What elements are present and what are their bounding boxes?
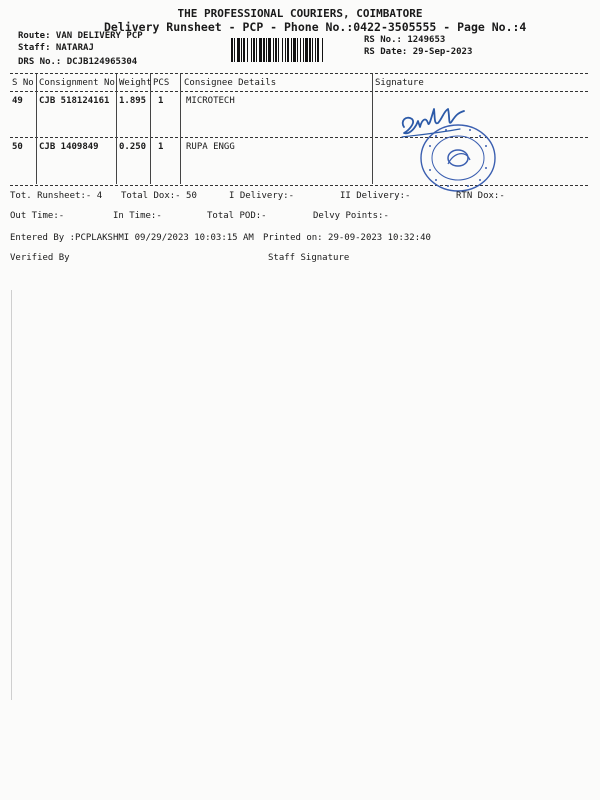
column-separator — [36, 74, 37, 184]
i-delivery: I Delivery:- — [229, 191, 295, 201]
drs-number: DRS No.: DCJB124965304 — [18, 57, 138, 67]
col-header-consignee: Consignee Details — [184, 78, 277, 88]
tot-runsheet: Tot. Runsheet:- 4 — [10, 191, 103, 201]
column-separator — [372, 74, 373, 184]
cell-consignee: MICROTECH — [186, 96, 235, 106]
route: Route: VAN DELIVERY PCP — [18, 31, 143, 41]
in-time: In Time:- — [113, 211, 162, 221]
col-header-signature: Signature — [375, 78, 424, 88]
entered-by: Entered By :PCPLAKSHMI 09/29/2023 10:03:15 AM — [10, 233, 254, 243]
total-dox: Total Dox:- 50 — [121, 191, 197, 201]
company-seal-stamp — [418, 122, 498, 194]
delvy-points: Delvy Points:- — [313, 211, 389, 221]
cell-sno: 49 — [12, 96, 23, 106]
column-separator — [150, 74, 151, 184]
cell-consignee: RUPA ENGG — [186, 142, 235, 152]
rs-date: RS Date: 29-Sep-2023 — [364, 47, 473, 57]
table-header-rule — [10, 91, 588, 92]
page-fold-mark — [11, 290, 12, 700]
printed-on: Printed on: 29-09-2023 10:32:40 — [263, 233, 431, 243]
staff-signature: Staff Signature — [268, 253, 350, 263]
cell-weight: 1.895 — [119, 96, 147, 106]
column-separator — [180, 74, 181, 184]
barcode — [230, 38, 360, 62]
col-header-consignment: Consignment No — [39, 78, 115, 88]
cell-weight: 0.250 — [119, 142, 147, 152]
column-separator — [116, 74, 117, 184]
ii-delivery: II Delivery:- — [340, 191, 411, 201]
cell-consignment: CJB 518124161 — [39, 96, 110, 106]
out-time: Out Time:- — [10, 211, 65, 221]
rtn-dox: RTN Dox:- — [456, 191, 505, 201]
row-divider — [10, 137, 588, 138]
table-bottom-rule — [10, 185, 588, 186]
table-top-rule — [10, 73, 588, 74]
verified-by: Verified By — [10, 253, 70, 263]
cell-pcs: 1 — [158, 142, 164, 152]
cell-pcs: 1 — [158, 96, 164, 106]
col-header-weight: Weight — [119, 78, 152, 88]
total-pod: Total POD:- — [207, 211, 267, 221]
rs-number: RS No.: 1249653 — [364, 35, 446, 45]
staff: Staff: NATARAJ — [18, 43, 94, 53]
col-header-sno: S No — [12, 78, 34, 88]
cell-sno: 50 — [12, 142, 23, 152]
runsheet-title: Delivery Runsheet - PCP - Phone No.:0422-3505555 - Page No.:4 — [104, 20, 527, 34]
company-name: THE PROFESSIONAL COURIERS, COIMBATORE — [177, 7, 423, 20]
col-header-pcs: PCS — [153, 78, 170, 88]
cell-consignment: CJB 1409849 — [39, 142, 99, 152]
